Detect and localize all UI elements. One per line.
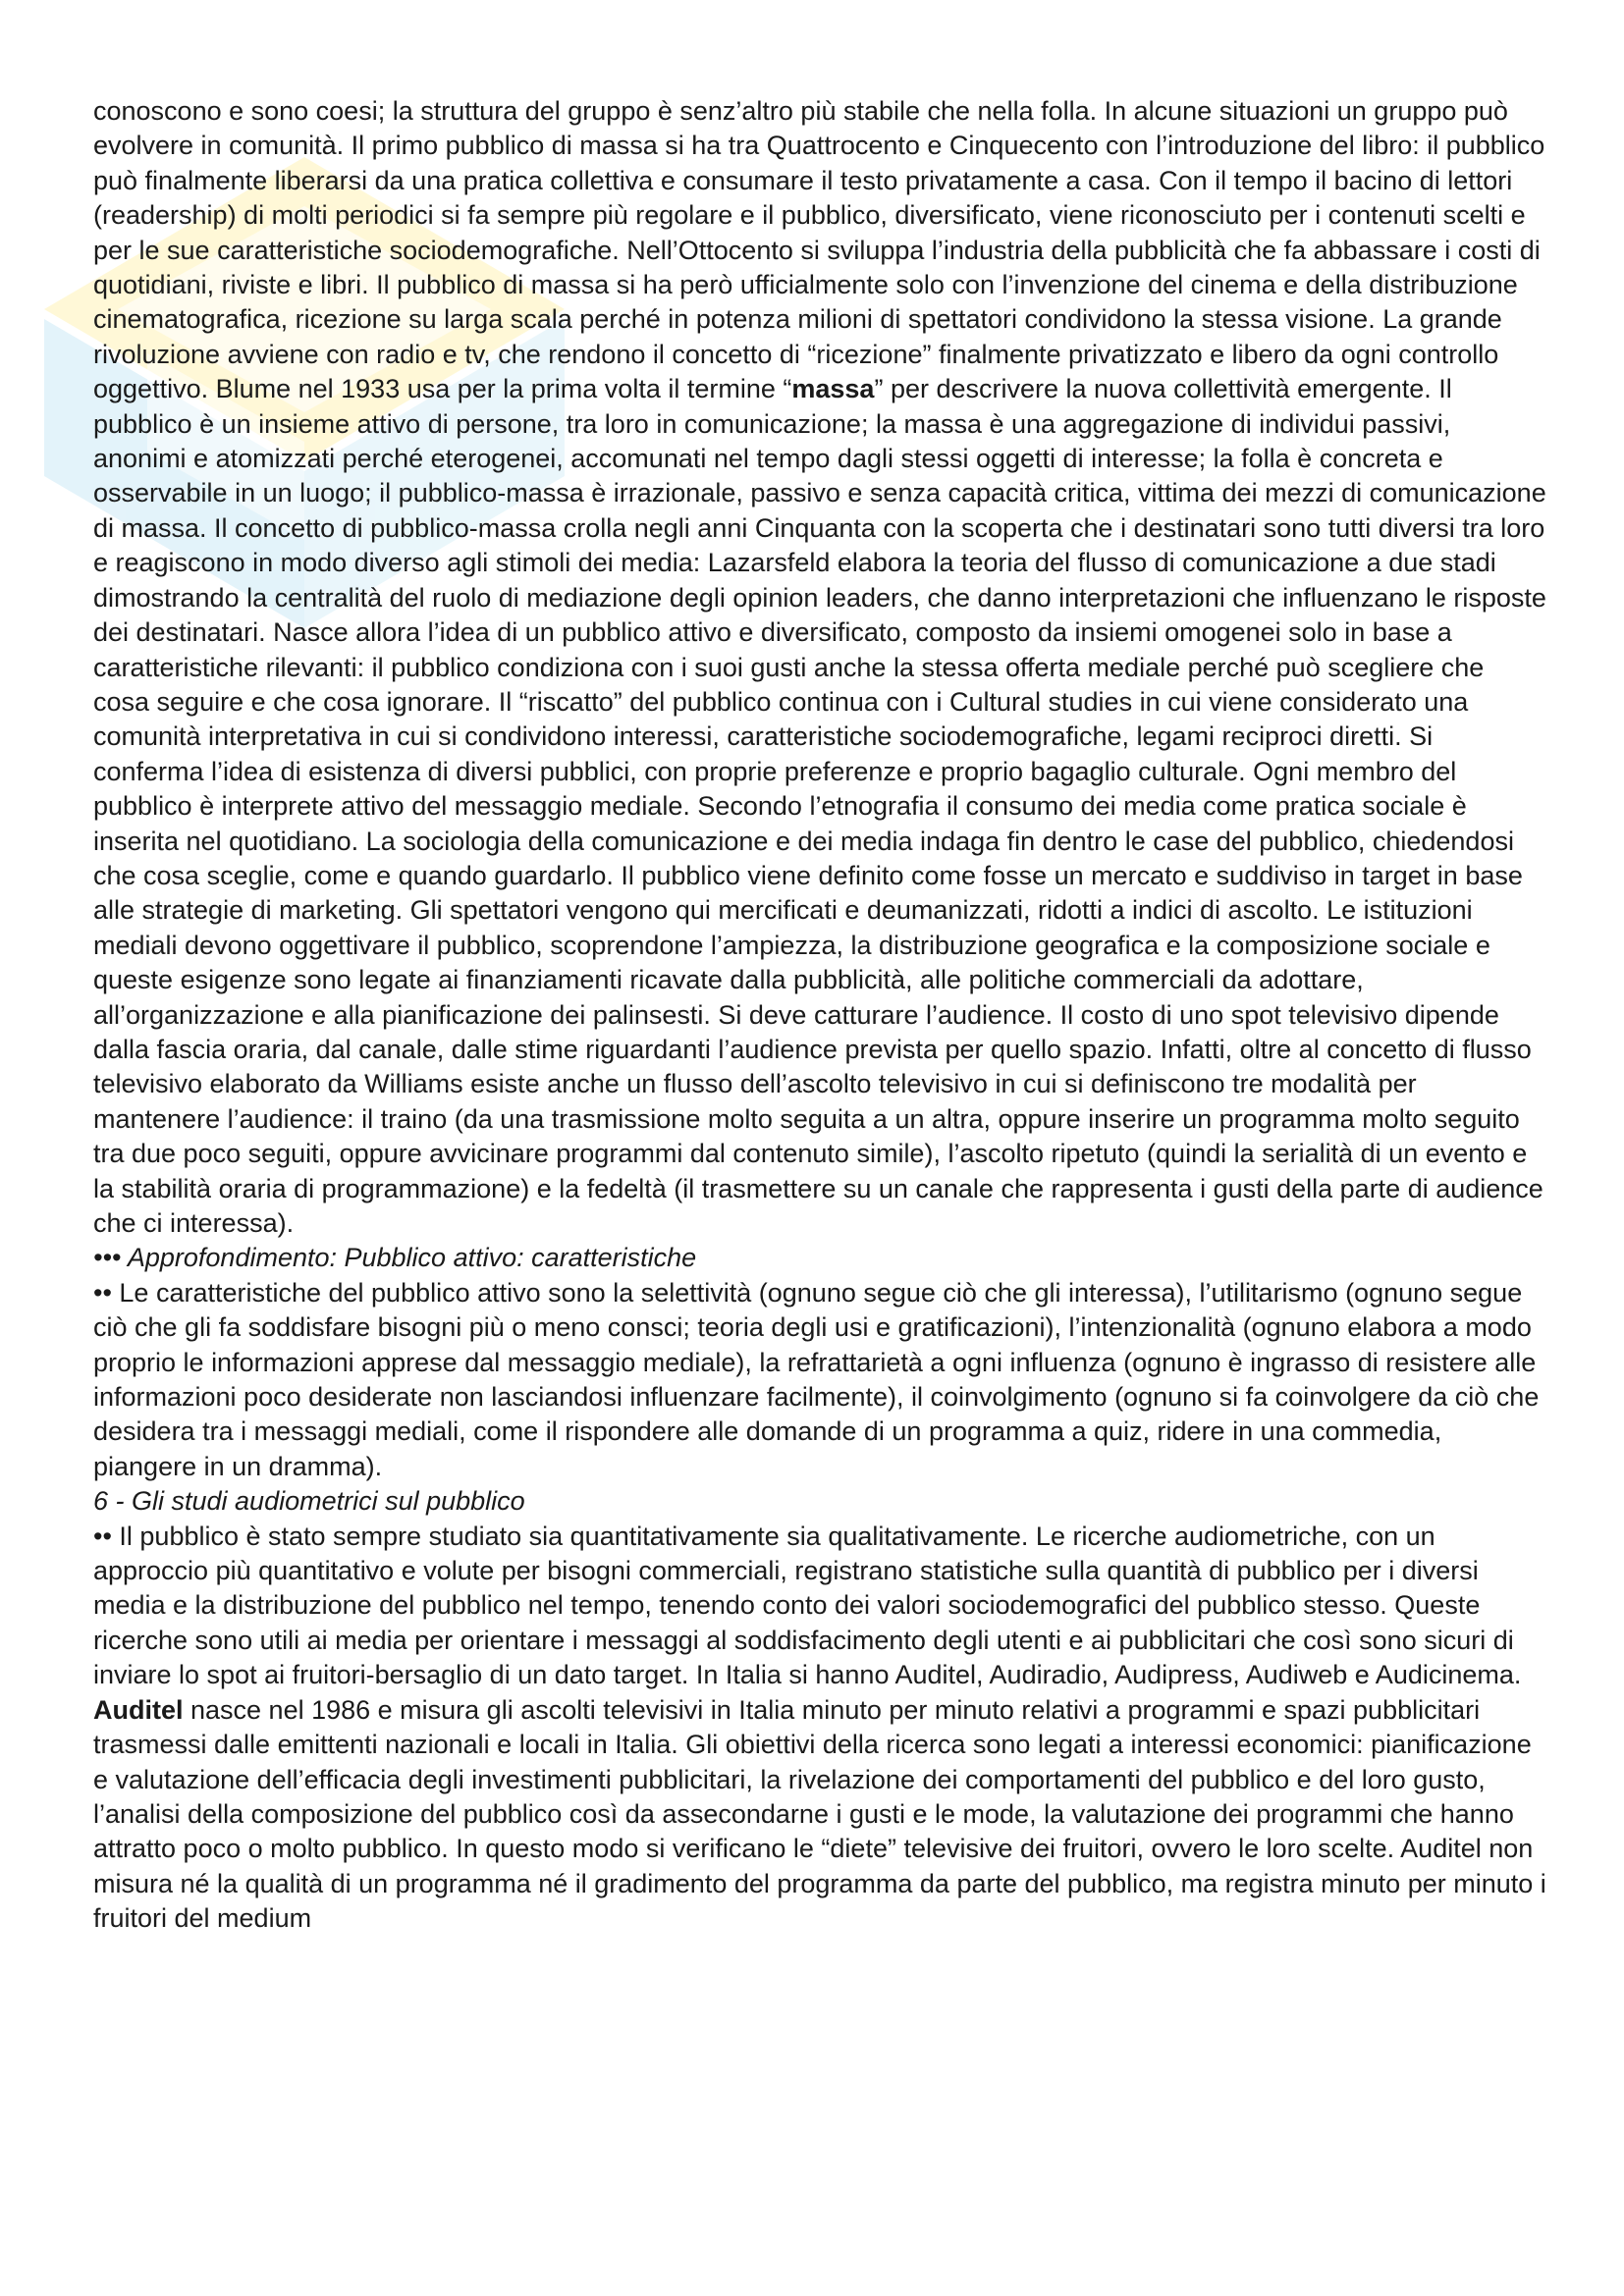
text-segment: •• Le caratteristiche del pubblico attivo sono la selettività (ognuno segue ciò che gli interessa), l’utilitarismo (ognuno segue ciò che gli fa soddisfare bisogni più o meno consci; teoria degli usi e gratificazioni), l’intenzionalità (ognuno elabora a modo proprio le informazioni apprese dal messaggio mediale), la refrattarietà a ogni influenza (ognuno è ingrasso di resistere alle informazioni poco desiderate non lasciandosi influenzare facilmente), il coinvolgimento (ognuno si fa coinvolgere da ciò che desidera tra i messaggi mediali, come il rispondere alle domande di un programma a quiz, ridere in una commedia, piangere in un dramma). bbox=[93, 1277, 1540, 1481]
text-segment: nasce nel 1986 e misura gli ascolti televisivi in Italia minuto per minuto relativi a programmi e spazi pubblicitari trasmessi dalle emittenti nazionali e locali in Italia. Gli obiettivi della ricerca sono legati a interessi economici: pianificazione e valutazione dell’efficacia degli investimenti pubblicitari, la rivelazione dei comportamenti del pubblico e del loro gusto, l’analisi della composizione del pubblico così da assecondarne i gusti e le mode, la valutazione dei programmi che hanno attratto poco o molto pubblico. In questo modo si verificano le “diete” televisive dei fruitori, ovvero le loro scelte. Auditel non misura né la qualità di un programma né il gradimento del programma da parte del pubblico, ma registra minuto per minuto i fruitori del medium bbox=[93, 1694, 1546, 1934]
section-heading bbox=[93, 1241, 1546, 1275]
text-segment: •• Il pubblico è stato sempre studiato sia quantitativamente sia qualitativamente. Le ricerche audiometriche, con un approccio più quantitativo e volute per bisogni commerciali, registrano statistiche sulla quantità di pubblico per i diversi media e la distribuzione del pubblico nel tempo, tenendo conto dei valori sociodemografici del pubblico stesso. Queste ricerche sono utili ai media per orientare i messaggi al soddisfacimento degli utenti e ai pubblicitari che così sono sicuri di inviare lo spot ai fruitori-bersaglio di un dato target. In Italia si hanno Auditel, Audiradio, Audipress, Audiweb e Audicinema. bbox=[93, 1521, 1522, 1690]
body-paragraph bbox=[93, 1520, 1546, 1937]
bold-term: Auditel bbox=[93, 1694, 184, 1725]
text-segment: conoscono e sono coesi; la struttura del gruppo è senz’altro più stabile che nella folla. In alcune situazioni un gruppo può evolvere in comunità. Il primo pubblico di massa si ha tra Quattrocento e Cinquecento con l’introduzione del libro: il pubblico può finalmente liberarsi da una pratica collettiva e consumare il testo privatamente a casa. Con il tempo il bacino di lettori (readership) di molti periodici si fa sempre più regolare e il pubblico, diversificato, viene riconosciuto per i contenuti scelti e per le sue caratteristiche sociodemografiche. Nell’Ottocento si sviluppa l’industria della pubblicità che fa abbassare i costi di quotidiani, riviste e libri. Il pubblico di massa si ha però ufficialmente solo con l’invenzione del cinema e della distribuzione cinematografica, ricezione su larga scala perché in potenza milioni di spettatori condividono la stessa visione. La grande rivoluzione avviene con radio e tv, che rendono il concetto di “ricezione” finalmente privatizzato e libero da ogni controllo oggettivo. Blume nel 1933 usa per la prima volta il termine “ bbox=[93, 96, 1545, 404]
body-paragraph bbox=[93, 94, 1546, 1241]
document-body bbox=[93, 94, 1546, 1937]
body-paragraph bbox=[93, 1276, 1546, 1484]
section-heading bbox=[93, 1484, 1546, 1519]
bold-term: massa bbox=[791, 374, 875, 404]
text-segment: ••• Approfondimento: Pubblico attivo: caratteristiche bbox=[93, 1243, 697, 1273]
text-segment: ” per descrivere la nuova collettività emergente. Il pubblico è un insieme attivo di persone, tra loro in comunicazione; la massa è una aggregazione di individui passivi, anonimi e atomizzati perché eterogenei, accomunati nel tempo dagli stessi oggetti di interesse; la folla è concreta e osservabile in un luogo; il pubblico-massa è irrazionale, passivo e senza capacità critica, vittima dei mezzi di comunicazione di massa. Il concetto di pubblico-massa crolla negli anni Cinquanta con la scoperta che i destinatari sono tutti diversi tra loro e reagiscono in modo diverso agli stimoli dei media: Lazarsfeld elabora la teoria del flusso di comunicazione a due stadi dimostrando la centralità del ruolo di mediazione degli opinion leaders, che danno interpretazioni che influenzano le risposte dei destinatari. Nasce allora l’idea di un pubblico attivo e diversificato, composto da insiemi omogenei solo in base a caratteristiche rilevanti: il pubblico condiziona con i suoi gusti anche la stessa offerta mediale perché può scegliere che cosa seguire e che cosa ignorare. Il “riscatto” del pubblico continua con i Cultural studies in cui viene considerato una comunità interpretativa in cui si condividono interessi, caratteristiche sociodemografiche, legami reciproci diretti. Si conferma l’idea di esistenza di diversi pubblici, con proprie preferenze e proprio bagaglio culturale. Ogni membro del pubblico è interprete attivo del messaggio mediale. Secondo l’etnografia il consumo dei media come pratica sociale è inserita nel quotidiano. La sociologia della comunicazione e dei media indaga fin dentro le case del pubblico, chiedendosi che cosa sceglie, come e quando guardarlo. Il pubblico viene definito come fosse un mercato e suddiviso in target in base alle strategie di marketing. Gli spettatori vengono qui mercificati e deumanizzati, ridotti a indici di ascolto. Le istituzioni mediali devono oggettivare il pubblico, scoprendone l’ampiezza, la distribuzione geografica e la composizione sociale e queste esigenze sono legate ai finanziamenti ricavate dalla pubblicità, alle politiche commerciali da adottare, all’organizzazione e alla pianificazione dei palinsesti. Si deve catturare l’audience. Il costo di uno spot televisivo dipende dalla fascia oraria, dal canale, dalle stime riguardanti l’audience prevista per quello spazio. Infatti, oltre al concetto di flusso televisivo elaborato da Williams esiste anche un flusso dell’ascolto televisivo in cui si definiscono tre modalità per mantenere l’audience: il traino (da una trasmissione molto seguita a un altra, oppure inserire un programma molto seguito tra due poco seguiti, oppure avvicinare programmi dal contenuto simile), l’ascolto ripetuto (quindi la serialità di un evento e la stabilità oraria di programmazione) e la fedeltà (il trasmettere su un canale che rappresenta i gusti della parte di audience che ci interessa). bbox=[93, 374, 1546, 1238]
text-segment: 6 - Gli studi audiometrici sul pubblico bbox=[93, 1486, 525, 1517]
